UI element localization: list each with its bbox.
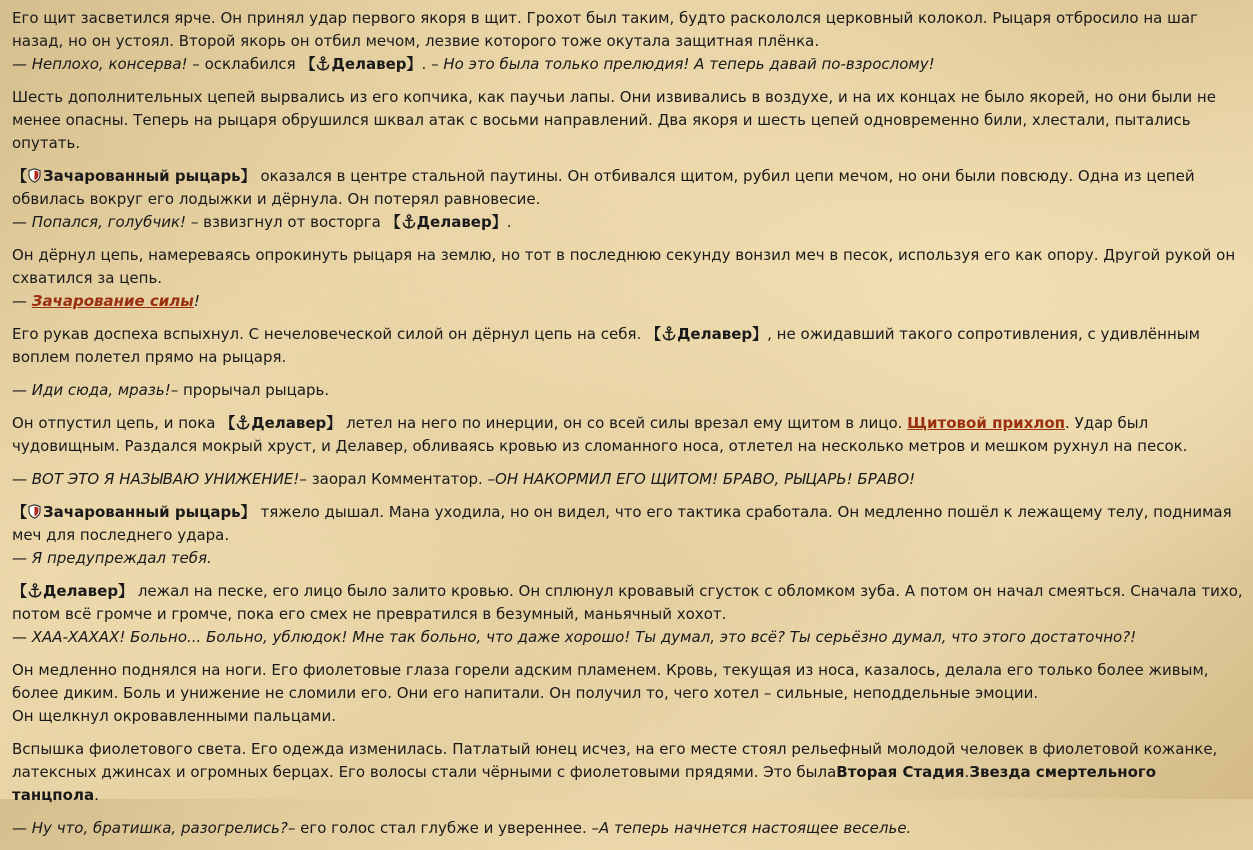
bracket-close: 】 bbox=[326, 414, 342, 432]
anchor-icon bbox=[662, 326, 676, 341]
narration: Вспышка фиолетового света. Его одежда изменилась. Патлатый юнец исчез, на его месте стоял рельефный молодой человек в фиолетовой кожанке, латексных джинсах и огромных берцах. Его волосы стали чёрными с фиолетовыми прядями. Это была bbox=[12, 740, 1218, 781]
narration: Его щит засветился ярче. Он принял удар первого якоря в щит. Грохот был таким, будто раскололся церковный колокол. Рыцаря отбросило на шаг назад, но он устоял. Второй якорь он отбил мечом, лезвие которого тоже окутала защитная плёнка. bbox=[12, 9, 1198, 50]
bracket-open: 【 bbox=[385, 213, 401, 231]
character-tag-delaver bbox=[386, 213, 507, 231]
bracket-close: 】 bbox=[406, 55, 422, 73]
paragraph bbox=[12, 7, 1244, 76]
story-text bbox=[12, 7, 1244, 850]
bracket-open: 【 bbox=[300, 55, 316, 73]
dialogue: Но это была только прелюдия! А теперь давай по-взрослому! bbox=[443, 55, 935, 73]
dialogue: — bbox=[12, 292, 32, 310]
anchor-icon bbox=[402, 214, 416, 229]
dialogue: — Иди сюда, мразь! bbox=[12, 381, 171, 399]
paragraph bbox=[12, 412, 1244, 458]
bracket-close: 】 bbox=[752, 325, 768, 343]
stage-name: Вторая Стадия bbox=[836, 763, 965, 781]
narration: , не ожидавший такого сопротивления, с удивлённым воплем полетел прямо на рыцаря. bbox=[12, 325, 1200, 366]
paragraph bbox=[12, 817, 1244, 840]
narration: тяжело дышал. Мана уходила, но он видел, что его тактика сработала. Он медленно пошёл к лежащему телу, поднимая меч для последнего удара. bbox=[12, 503, 1232, 544]
bracket-close: 】 bbox=[491, 213, 507, 231]
paragraph bbox=[12, 580, 1244, 649]
dialogue: А теперь начнется настоящее веселье. bbox=[598, 819, 912, 837]
stage-title: Звезда смертельного танцпола bbox=[12, 763, 1157, 804]
narration: Его рукав доспеха вспыхнул. С нечеловеческой силой он дёрнул цепь на себя. bbox=[12, 325, 647, 343]
narration: Он дёрнул цепь, намереваясь опрокинуть рыцаря на землю, но тот в последнюю секунду вонзил меч в песок, используя его как опору. Другой рукой он схватился за цепь. bbox=[12, 246, 1236, 287]
dialogue: — Неплохо, консерва! bbox=[12, 55, 188, 73]
paragraph bbox=[12, 659, 1244, 728]
narration: Он медленно поднялся на ноги. Его фиолетовые глаза горели адским пламенем. Кровь, текущая из носа, казалось, делала его только более живым, более диким. Боль и унижение не сломили его. Они его напитали. Он получил то, чего хотел – сильные, неподдельные эмоции. bbox=[12, 661, 1209, 702]
character-tag-knight bbox=[12, 167, 256, 185]
character-name: Делавер bbox=[677, 325, 753, 343]
narration: . bbox=[94, 786, 99, 804]
narration: – взвизгнул от восторга bbox=[186, 213, 386, 231]
anchor-icon bbox=[28, 583, 42, 598]
dialogue: — ВОТ ЭТО Я НАЗЫВАЮ УНИЖЕНИЕ! bbox=[12, 470, 300, 488]
narration: . bbox=[964, 763, 970, 781]
anchor-icon bbox=[316, 56, 330, 71]
dialogue: — Ну что, братишка, разогрелись? bbox=[12, 819, 288, 837]
character-name: Зачарованный рыцарь bbox=[43, 503, 241, 521]
dialogue: ОН НАКОРМИЛ ЕГО ЩИТОМ! БРАВО, РЫЦАРЬ! БРАВО! bbox=[495, 470, 916, 488]
character-name: Делавер bbox=[331, 55, 407, 73]
bracket-close: 】 bbox=[240, 503, 256, 521]
paragraph bbox=[12, 165, 1244, 234]
narration: – прорычал рыцарь. bbox=[170, 381, 330, 399]
narration: – заорал Комментатор. – bbox=[299, 470, 496, 488]
dialogue: — Я предупреждал тебя. bbox=[12, 549, 212, 567]
character-name: Зачарованный рыцарь bbox=[43, 167, 241, 185]
bracket-open: 【 bbox=[12, 503, 28, 521]
skill-link-shield-slam[interactable]: Щитовой прихлоп bbox=[907, 414, 1066, 432]
narration: . – bbox=[421, 55, 444, 73]
narration: Он отпустил цепь, и пока bbox=[12, 414, 221, 432]
character-name: Делавер bbox=[251, 414, 327, 432]
character-tag-delaver bbox=[646, 325, 767, 343]
anchor-icon bbox=[236, 415, 250, 430]
narration: – его голос стал глубже и увереннее. – bbox=[287, 819, 599, 837]
character-tag-delaver bbox=[12, 582, 133, 600]
paragraph: Шесть дополнительных цепей вырвались из его копчика, как паучьи лапы. Они извивались в воздухе, и на их концах не было якорей, но они были не менее опасны. Теперь на рыцаря обрушился шквал атак с восьми направлений. Два якоря и шесть цепей одновременно били, хлестали, пытались опутать. bbox=[12, 88, 1216, 152]
skill-link-power-enchant[interactable]: Зачарование силы bbox=[31, 292, 194, 310]
dialogue: — ХАА-ХАХАХ! Больно... Больно, ублюдок! Мне так больно, что даже хорошо! Ты думал, это всё? Ты серьёзно думал, что этого достаточно?! bbox=[12, 628, 1137, 646]
narration: лежал на песке, его лицо было залито кровью. Он сплюнул кровавый сгусток с обломком зуба. А потом он начал смеяться. Сначала тихо, потом всё громче и громче, пока его смех не превратился в безумный, маньячный хохот. bbox=[12, 582, 1243, 623]
character-tag-delaver bbox=[220, 414, 341, 432]
paragraph bbox=[12, 323, 1244, 369]
bracket-close: 】 bbox=[118, 582, 134, 600]
character-name: Делавер bbox=[43, 582, 119, 600]
dialogue: — Попался, голубчик! bbox=[12, 213, 187, 231]
narration: оказался в центре стальной паутины. Он отбивался щитом, рубил цепи мечом, но они были повсюду. Одна из цепей обвилась вокруг его лодыжки и дёрнула. Он потерял равновесие. bbox=[12, 167, 1195, 208]
character-tag-delaver bbox=[300, 55, 421, 73]
character-tag-knight bbox=[12, 503, 256, 521]
bracket-close: 】 bbox=[240, 167, 256, 185]
character-name: Делавер bbox=[416, 213, 492, 231]
shield-icon bbox=[28, 504, 42, 519]
narration: . Удар был чудовищным. Раздался мокрый хруст, и Делавер, обливаясь кровью из сломанного носа, отлетел на несколько метров и мешком рухнул на песок. bbox=[12, 414, 1188, 455]
paragraph bbox=[12, 738, 1244, 807]
bracket-open: 【 bbox=[12, 582, 28, 600]
paragraph bbox=[12, 379, 1244, 402]
paragraph bbox=[12, 244, 1244, 313]
shield-icon bbox=[28, 168, 42, 183]
narration: Он щелкнул окровавленными пальцами. bbox=[12, 707, 337, 725]
bracket-open: 【 bbox=[12, 167, 28, 185]
paragraph bbox=[12, 468, 1244, 491]
bracket-open: 【 bbox=[646, 325, 662, 343]
paragraph bbox=[12, 501, 1244, 570]
narration: . bbox=[506, 213, 512, 231]
narration: летел на него по инерции, он со всей силы врезал ему щитом в лицо. bbox=[341, 414, 908, 432]
narration: – осклабился bbox=[187, 55, 301, 73]
dialogue: ! bbox=[193, 292, 200, 310]
bracket-open: 【 bbox=[220, 414, 236, 432]
